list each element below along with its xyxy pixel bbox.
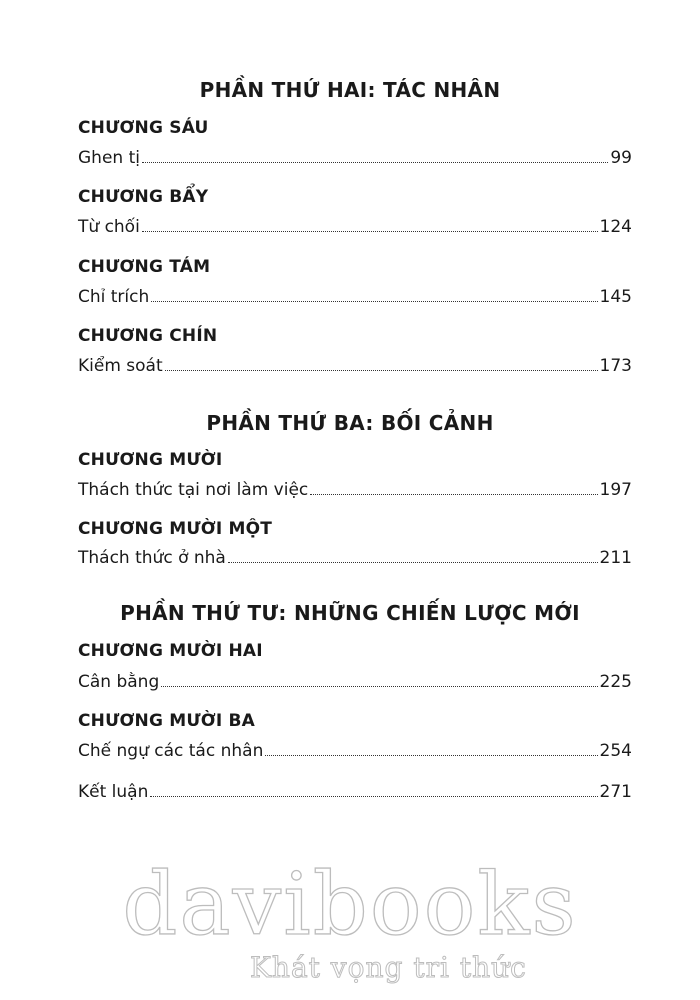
page-number: 99 — [610, 148, 632, 168]
part-title-four: PHẦN THỨ TƯ: NHỮNG CHIẾN LƯỢC MỚI — [120, 601, 580, 625]
page-number: 173 — [599, 356, 632, 376]
chapter-heading-eleven: CHƯƠNG MƯỜI MỘT — [78, 519, 273, 539]
watermark-logo: davibooks — [122, 855, 578, 955]
entry-title: Kiểm soát — [78, 356, 163, 376]
toc-entry-eleven[interactable] — [78, 546, 632, 568]
page-number: 225 — [599, 672, 632, 692]
dot-leader — [151, 301, 597, 302]
dot-leader — [165, 370, 598, 371]
toc-entry-six[interactable] — [78, 146, 632, 168]
page-number: 124 — [599, 217, 632, 237]
page-number: 211 — [599, 548, 632, 568]
entry-title: Thách thức tại nơi làm việc — [78, 480, 309, 500]
toc-entry-thirteen[interactable] — [78, 739, 632, 761]
dot-leader — [161, 686, 597, 687]
chapter-heading-seven: CHƯƠNG BẨY — [78, 187, 209, 207]
toc-entry-ten[interactable] — [78, 478, 632, 500]
toc-entry-seven[interactable] — [78, 215, 632, 237]
toc-entry-eight[interactable] — [78, 285, 632, 307]
watermark-tagline: Khát vọng tri thức — [250, 951, 527, 984]
chapter-heading-thirteen: CHƯƠNG MƯỜI BA — [78, 711, 255, 731]
entry-title: Chỉ trích — [78, 287, 150, 307]
dot-leader — [142, 231, 598, 232]
page-number: 254 — [599, 741, 632, 761]
entry-title: Chế ngự các tác nhân — [78, 741, 264, 761]
entry-title: Thách thức ở nhà — [78, 548, 226, 568]
page-number: 271 — [599, 782, 632, 802]
toc-entry-conclusion[interactable] — [78, 780, 632, 802]
chapter-heading-ten: CHƯƠNG MƯỜI — [78, 450, 223, 470]
dot-leader — [142, 162, 608, 163]
part-title-two: PHẦN THỨ HAI: TÁC NHÂN — [199, 78, 501, 102]
chapter-heading-eight: CHƯƠNG TÁM — [78, 257, 211, 277]
entry-title: Ghen tị — [78, 148, 140, 168]
part-title-three: PHẦN THỨ BA: BỐI CẢNH — [206, 411, 494, 435]
dot-leader — [228, 562, 598, 563]
entry-title: Từ chối — [78, 217, 140, 237]
chapter-heading-six: CHƯƠNG SÁU — [78, 118, 209, 138]
entry-title: Cân bằng — [78, 672, 160, 692]
page-number: 145 — [599, 287, 632, 307]
toc-entry-twelve[interactable] — [78, 670, 632, 692]
chapter-heading-nine: CHƯƠNG CHÍN — [78, 326, 218, 346]
dot-leader — [265, 755, 597, 756]
dot-leader — [310, 494, 597, 495]
dot-leader — [150, 796, 597, 797]
entry-title: Kết luận — [78, 782, 149, 802]
toc-entry-nine[interactable] — [78, 354, 632, 376]
page-number: 197 — [599, 480, 632, 500]
chapter-heading-twelve: CHƯƠNG MƯỜI HAI — [78, 641, 263, 661]
